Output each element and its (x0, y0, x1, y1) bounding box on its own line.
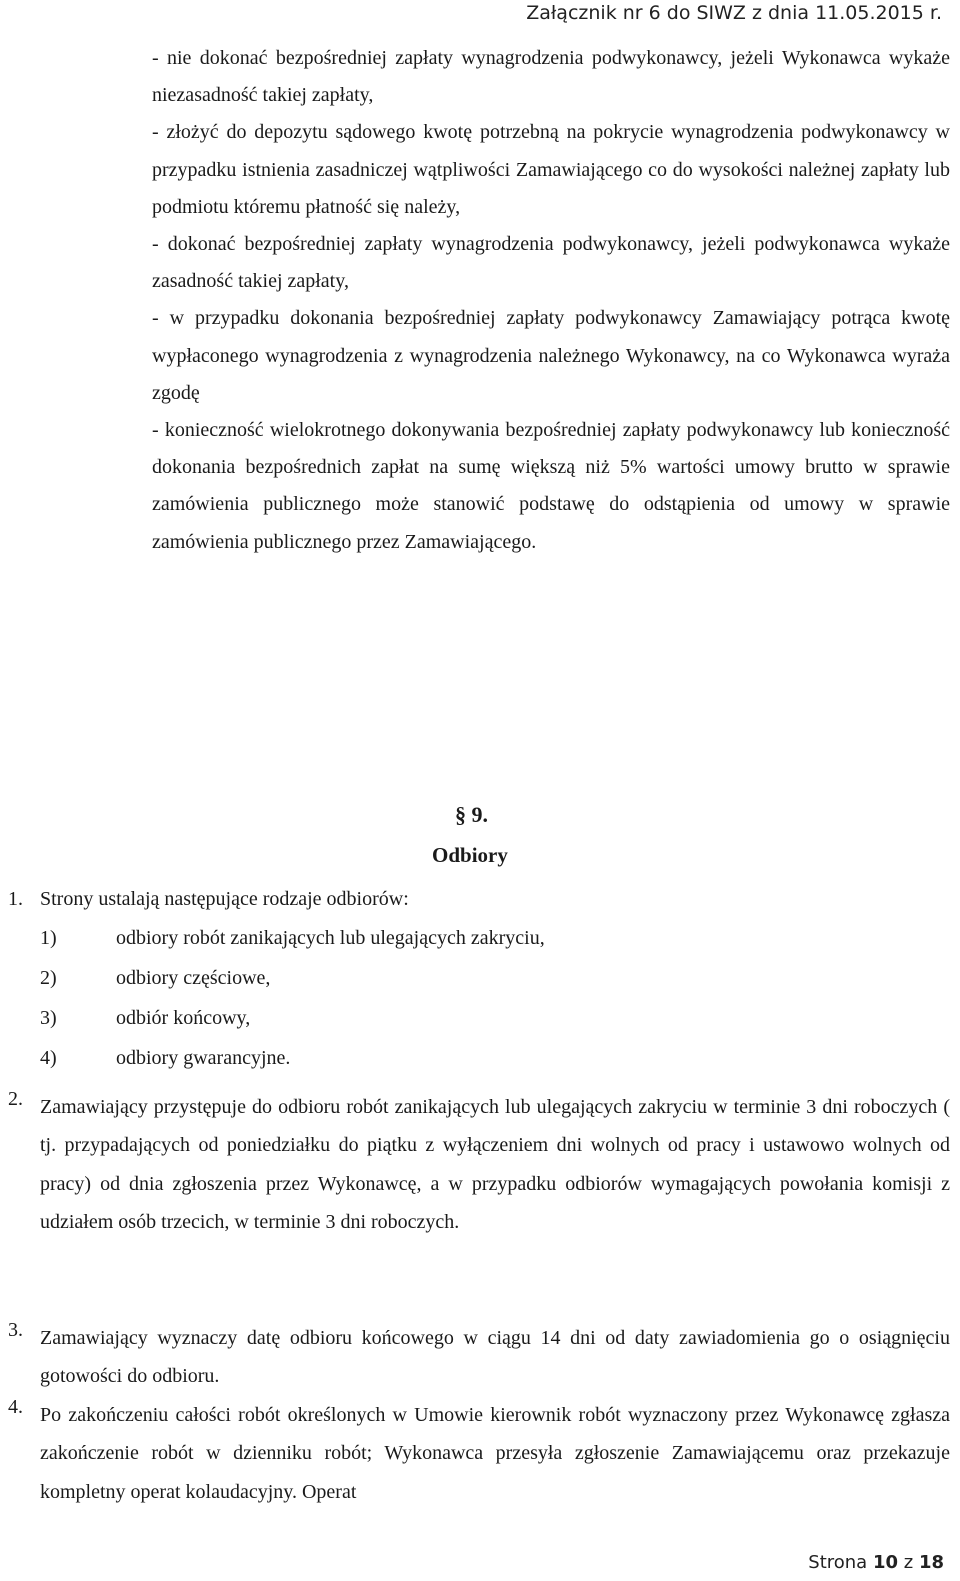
section-title: Odbiory (432, 843, 508, 867)
page-header: Załącznik nr 6 do SIWZ z dnia 11.05.2015 r. (526, 2, 942, 24)
list-item (40, 967, 270, 990)
subitem-text: odbiory gwarancyjne. (116, 1047, 291, 1069)
list-item (40, 927, 545, 950)
subitem-text: odbiór końcowy, (116, 1007, 251, 1029)
page-footer (808, 1552, 944, 1573)
subitem-text: odbiory częściowe, (116, 967, 271, 989)
subitem-number: 1) (40, 927, 57, 949)
list-item (40, 1047, 290, 1070)
subitem-number: 2) (40, 967, 57, 989)
item-number: 1. (8, 888, 23, 910)
clause-deduction: - w przypadku dokonania bezpośredniej zapłaty podwykonawcy Zamawiający potrąca kwotę wypłaconego wynagrodzenia z wynagrodzenia należnego Wykonawcy, na co Wykonawca wyraża zgodę (152, 307, 950, 404)
clause-direct-payment: - dokonać bezpośredniej zapłaty wynagrodzenia podwykonawcy, jeżeli podwykonawca wykaże zasadność takiej zapłaty, (152, 233, 950, 293)
list-item (40, 1007, 250, 1030)
subitem-number: 4) (40, 1047, 57, 1069)
item-text: Zamawiający wyznaczy datę odbioru końcowego w ciągu 14 dni od daty zawiadomienia go o osiągnięciu gotowości do odbioru. (40, 1327, 950, 1388)
subitem-text: odbiory robót zanikających lub ulegających zakryciu, (116, 927, 545, 949)
item-text: Po zakończeniu całości robót określonych w Umowie kierownik robót wyznaczony przez Wykonawcę zgłasza zakończenie robót w dzienniku robót; Wykonawca przesyła zgłoszenie Zamawiającemu oraz przekazuje kompletny operat kolaudacyjny. Operat (40, 1404, 950, 1503)
clause-no-payment: - nie dokonać bezpośredniej zapłaty wynagrodzenia podwykonawcy, jeżeli Wykonawca wykaże niezasadność takiej zapłaty, (152, 47, 950, 107)
clause-court-deposit: - złożyć do depozytu sądowego kwotę potrzebną na pokrycie wynagrodzenia podwykonawcy w przypadku istnienia zasadniczej wątpliwości Zamawiającego co do wysokości należnej zapłaty lub podmiotu któremu płatność się należy, (152, 121, 950, 218)
item-text: Zamawiający przystępuje do odbioru robót zanikających lub ulegających zakryciu w terminie 3 dni roboczych ( tj. przypadających od poniedziałku do piątku z wyłączeniem dni wolnych od pracy i ustawowo wolnych od pracy) od dnia zgłoszenia przez Wykonawcę, a w przypadku odbiorów wymagających powołania komisji z udziałem osób trzecich, w terminie 3 dni roboczych. (40, 1096, 950, 1234)
footer-sep: z (903, 1552, 914, 1573)
subitem-number: 3) (40, 1007, 57, 1029)
subcontractor-payment-clauses (152, 40, 950, 561)
total-pages: 18 (918, 1552, 944, 1573)
item-number: 2. (8, 1088, 23, 1110)
item-number: 4. (8, 1396, 23, 1418)
item-text: Strony ustalają następujące rodzaje odbiorów: (40, 888, 409, 910)
list-item (0, 888, 960, 928)
item-number: 3. (8, 1319, 23, 1341)
clause-withdrawal: - konieczność wielokrotnego dokonywania bezpośredniej zapłaty podwykonawcy lub konieczność dokonania bezpośrednich zapłat na sumę większą niż 5% wartości umowy brutto w sprawie zamówienia publicznego może stanowić podstawę do odstąpienia od umowy w sprawie zamówienia publicznego przez Zamawiającego. (152, 419, 950, 553)
section-number: § 9. (455, 802, 488, 827)
current-page: 10 (872, 1552, 899, 1573)
footer-prefix: Strona (808, 1552, 868, 1573)
